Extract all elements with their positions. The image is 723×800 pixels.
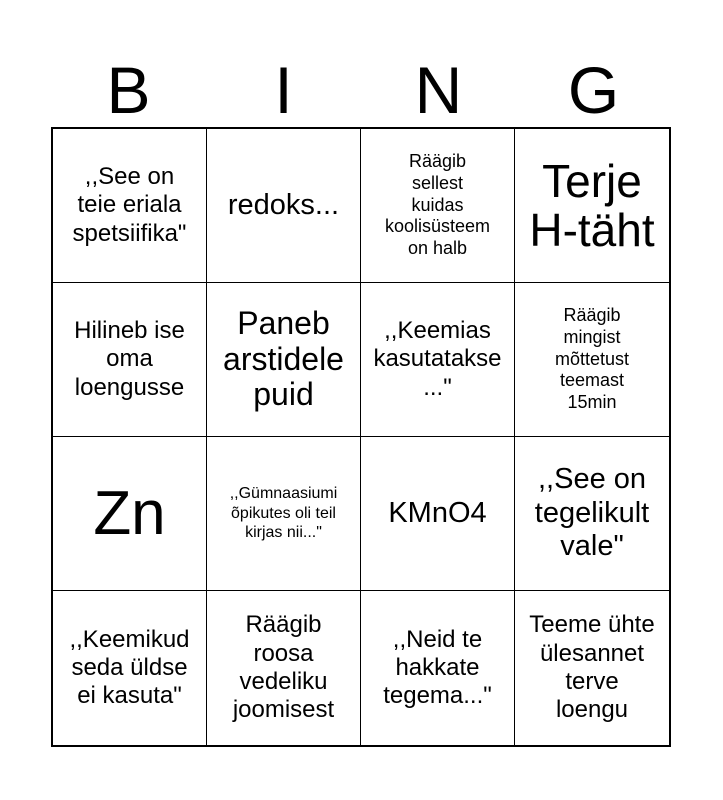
cell-text: ,,See on tegelikult vale" — [534, 463, 650, 563]
bingo-cell-r2c2[interactable] — [207, 283, 361, 437]
bingo-cell-r4c2[interactable] — [207, 591, 361, 745]
header-letter-b: B — [106, 53, 151, 127]
cell-text: ,,Keemikud seda üldse ei kasuta" — [69, 625, 190, 710]
cell-text: Terje H-täht — [529, 155, 655, 256]
bingo-cell-r1c2[interactable] — [207, 129, 361, 283]
bingo-cell-r4c4[interactable] — [515, 591, 669, 745]
cell-text: Teeme ühte ülesannet terve loengu — [529, 611, 655, 724]
bingo-cell-r4c1[interactable] — [53, 591, 207, 745]
cell-text: ,,Keemias kasutatakse ..." — [373, 317, 502, 401]
bingo-cell-r3c3[interactable] — [361, 437, 515, 591]
bingo-cell-r2c1[interactable] — [53, 283, 207, 437]
bingo-cell-r1c3[interactable] — [361, 129, 515, 283]
cell-text: Räägib roosa vedeliku joomisest — [232, 611, 335, 724]
cell-text: ,,See on teie eriala spetsiifika" — [72, 163, 187, 247]
bingo-cell-r2c4[interactable] — [515, 283, 669, 437]
cell-text: redoks... — [227, 188, 340, 221]
bingo-board — [51, 127, 671, 747]
bingo-cell-r1c4[interactable] — [515, 129, 669, 283]
cell-text: Räägib mingist mõttetust teemast 15min — [554, 304, 630, 413]
bingo-cell-r3c1[interactable] — [53, 437, 207, 591]
cell-text: Zn — [93, 478, 166, 548]
cell-text: ,,Neid te hakkate tegema..." — [383, 625, 492, 710]
bingo-cell-r3c4[interactable] — [515, 437, 669, 591]
cell-text: ,,Gümnaasiumi õpikutes oli teil kirjas nii..." — [229, 485, 338, 542]
header-letter-g: G — [567, 53, 620, 127]
cell-text: Hilineb ise oma loengusse — [74, 317, 185, 401]
bingo-header — [51, 52, 671, 128]
bingo-cell-r4c3[interactable] — [361, 591, 515, 745]
header-letter-i: I — [274, 53, 293, 127]
header-letter-n: N — [414, 53, 463, 127]
bingo-cell-r2c3[interactable] — [361, 283, 515, 437]
cell-text: Räägib sellest kuidas koolisüsteem on halb — [384, 150, 491, 259]
cell-text: Paneb arstidele puid — [223, 304, 344, 413]
bingo-cell-r3c2[interactable] — [207, 437, 361, 591]
cell-text: KMnO4 — [388, 496, 487, 529]
bingo-cell-r1c1[interactable] — [53, 129, 207, 283]
